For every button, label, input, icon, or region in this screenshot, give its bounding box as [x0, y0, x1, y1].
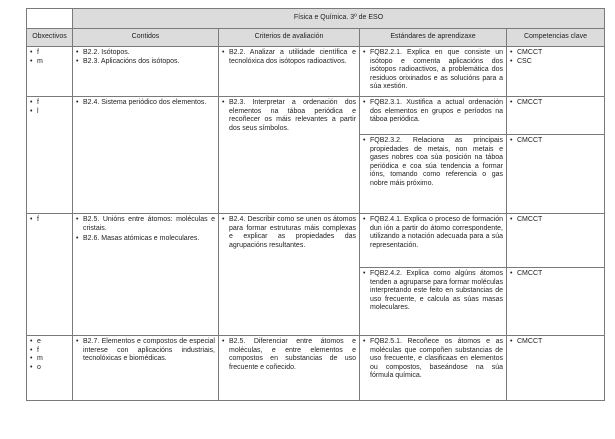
competence-code: CMCCT	[517, 137, 543, 144]
competence-code: CMCCT	[517, 216, 543, 223]
competence-code: CMCCT	[517, 338, 543, 345]
title-row	[27, 9, 605, 29]
bullet-icon: •	[76, 49, 79, 56]
table-row	[27, 47, 605, 97]
bullet-icon: •	[76, 338, 79, 345]
bullet-icon: •	[363, 270, 366, 277]
standard-text: FQB2.2.1. Explica en que consiste un isótopo e comenta aplicacións dos isótopos radioactivos, a problemática dos residuos orixinados e as solucións para a súa xestión.	[370, 49, 503, 90]
competence-code: CSC	[517, 57, 532, 65]
bullet-icon: •	[30, 355, 33, 362]
list-item	[510, 216, 601, 225]
blank-corner-cell	[27, 9, 73, 29]
list-item	[30, 347, 69, 356]
content-text: B2.4. Sistema periódico dos elementos.	[83, 99, 207, 106]
bullet-icon: •	[76, 57, 79, 65]
criteria-cell	[219, 214, 360, 336]
list-item	[76, 216, 215, 233]
competence-code: CMCCT	[517, 270, 543, 277]
standard-text: FQB2.5.1. Recoñece os átomos e as moléculas que compoñen substancias de uso frecuente, e clasificaas en elementos ou compostos, baseándose na súa fórmula química.	[370, 338, 503, 379]
objective-code: f	[37, 49, 39, 56]
standard-cell	[360, 336, 507, 401]
content-text: B2.5. Unións entre átomos: moléculas e cristais.	[83, 216, 215, 232]
bullet-icon: •	[222, 49, 225, 56]
content-text: B2.2. Isótopos.	[83, 49, 130, 56]
criterion-text: B2.3. Interpretar a ordenación dos elementos na táboa periódica e recoñecer os máis relevantes a partir dos seus símbolos.	[229, 99, 356, 132]
criteria-cell	[219, 47, 360, 97]
standard-text: FQB2.4.2. Explica como algúns átomos tenden a agruparse para formar moléculas interpretando este feito en substancias de uso frecuente, e calcula as súas masas moleculares.	[370, 270, 503, 311]
bullet-icon: •	[222, 99, 225, 106]
header-criteria: Criterios de avaliación	[219, 29, 360, 47]
competence-code: CMCCT	[517, 99, 543, 106]
bullet-icon: •	[510, 137, 513, 144]
content-text: B2.3. Aplicacións dos isótopos.	[83, 57, 180, 65]
list-item	[30, 364, 69, 373]
competences-cell	[507, 214, 605, 268]
list-item	[30, 108, 69, 117]
contents-cell	[73, 214, 219, 336]
objective-code: f	[37, 99, 39, 106]
table-row	[27, 97, 605, 135]
criterion-text: B2.4. Describir como se unen os átomos para formar estruturas máis complexas e explicar as propiedades das agrupacións resultantes.	[229, 216, 356, 249]
bullet-icon: •	[76, 216, 79, 223]
bullet-icon: •	[30, 107, 33, 115]
standard-cell	[360, 97, 507, 135]
bullet-icon: •	[510, 57, 513, 65]
bullet-icon: •	[363, 49, 366, 56]
list-item	[363, 137, 503, 188]
header-row	[27, 29, 605, 47]
bullet-icon: •	[363, 216, 366, 223]
list-item	[510, 270, 601, 279]
bullet-icon: •	[363, 137, 366, 144]
competences-cell	[507, 47, 605, 97]
header-contents: Contidos	[73, 29, 219, 47]
curriculum-table	[26, 8, 605, 401]
standard-text: FQB2.3.1. Xustifica a actual ordenación dos elementos en grupos e períodos na táboa periódica.	[370, 99, 503, 123]
bullet-icon: •	[222, 338, 225, 345]
criteria-cell	[219, 336, 360, 401]
bullet-icon: •	[510, 216, 513, 223]
objectives-cell	[27, 214, 73, 336]
header-objectives: Obxectivos	[27, 29, 73, 47]
header-standards: Estándares de aprendizaxe	[360, 29, 507, 47]
list-item	[363, 99, 503, 125]
contents-cell	[73, 97, 219, 214]
list-item	[30, 49, 69, 58]
bullet-icon: •	[510, 99, 513, 106]
objectives-cell	[27, 97, 73, 214]
bullet-icon: •	[30, 346, 33, 354]
criteria-cell	[219, 97, 360, 214]
bullet-icon: •	[510, 338, 513, 345]
list-item	[222, 338, 356, 372]
content-text: B2.6. Masas atómicas e moleculares.	[83, 235, 200, 242]
objective-code: m	[37, 355, 43, 362]
list-item	[76, 338, 215, 364]
table-title: Física e Química. 3º de ESO	[73, 9, 605, 29]
bullet-icon: •	[510, 49, 513, 56]
list-item	[76, 99, 215, 108]
bullet-icon: •	[76, 235, 79, 242]
bullet-icon: •	[30, 338, 33, 345]
objectives-cell	[27, 47, 73, 97]
list-item	[76, 235, 215, 244]
competences-cell	[507, 97, 605, 135]
bullet-icon: •	[363, 99, 366, 106]
list-item	[30, 355, 69, 364]
contents-cell	[73, 336, 219, 401]
content-text: B2.7. Elementos e compostos de especial interese con aplicacións industriais, tecnolóxicas e biomédicas.	[83, 338, 215, 362]
list-item	[222, 99, 356, 133]
contents-cell	[73, 47, 219, 97]
list-item	[363, 216, 503, 250]
table-row	[27, 214, 605, 268]
list-item	[30, 58, 69, 67]
objective-code: f	[37, 216, 39, 223]
list-item	[510, 338, 601, 347]
standard-cell	[360, 47, 507, 97]
list-item	[510, 137, 601, 146]
table-row	[27, 336, 605, 401]
list-item	[222, 216, 356, 250]
objectives-cell	[27, 336, 73, 401]
competence-code: CMCCT	[517, 49, 543, 56]
criterion-text: B2.2. Analizar a utilidade científica e tecnolóxica dos isótopos radioactivos.	[229, 49, 356, 65]
list-item	[30, 338, 69, 347]
list-item	[76, 58, 215, 67]
standard-cell	[360, 135, 507, 214]
list-item	[363, 338, 503, 381]
bullet-icon: •	[30, 216, 33, 223]
bullet-icon: •	[30, 99, 33, 106]
list-item	[222, 49, 356, 66]
standard-text: FQB2.3.2. Relaciona as principais propiedades de metais, non metais e gases nobres coa súa posición na táboa periódica e coa súa tendencia a formar ións, tomando como referencia o gas nobre máis próximo.	[370, 137, 503, 187]
standard-cell	[360, 268, 507, 336]
list-item	[30, 216, 69, 225]
bullet-icon: •	[30, 363, 33, 371]
objective-code: e	[37, 338, 41, 345]
competences-cell	[507, 336, 605, 401]
bullet-icon: •	[30, 49, 33, 56]
list-item	[510, 99, 601, 108]
competences-cell	[507, 268, 605, 336]
list-item	[30, 99, 69, 108]
bullet-icon: •	[30, 57, 33, 65]
bullet-icon: •	[76, 99, 79, 106]
list-item	[510, 49, 601, 58]
bullet-icon: •	[510, 270, 513, 277]
objective-code: f	[37, 346, 39, 354]
bullet-icon: •	[222, 216, 225, 223]
objective-code: l	[37, 107, 39, 115]
list-item	[76, 49, 215, 58]
header-competences: Competencias clave	[507, 29, 605, 47]
objective-code: m	[37, 57, 43, 65]
criterion-text: B2.5. Diferenciar entre átomos e moléculas, e entre elementos e compostos en substancias de uso frecuente e coñecido.	[229, 338, 356, 371]
objective-code: o	[37, 363, 41, 371]
standard-cell	[360, 214, 507, 268]
list-item	[363, 49, 503, 92]
bullet-icon: •	[363, 338, 366, 345]
list-item	[510, 58, 601, 67]
list-item	[363, 270, 503, 313]
competences-cell	[507, 135, 605, 214]
standard-text: FQB2.4.1. Explica o proceso de formación dun ión a partir do átomo correspondente, utilizando a notación adecuada para a súa representación.	[370, 216, 503, 249]
